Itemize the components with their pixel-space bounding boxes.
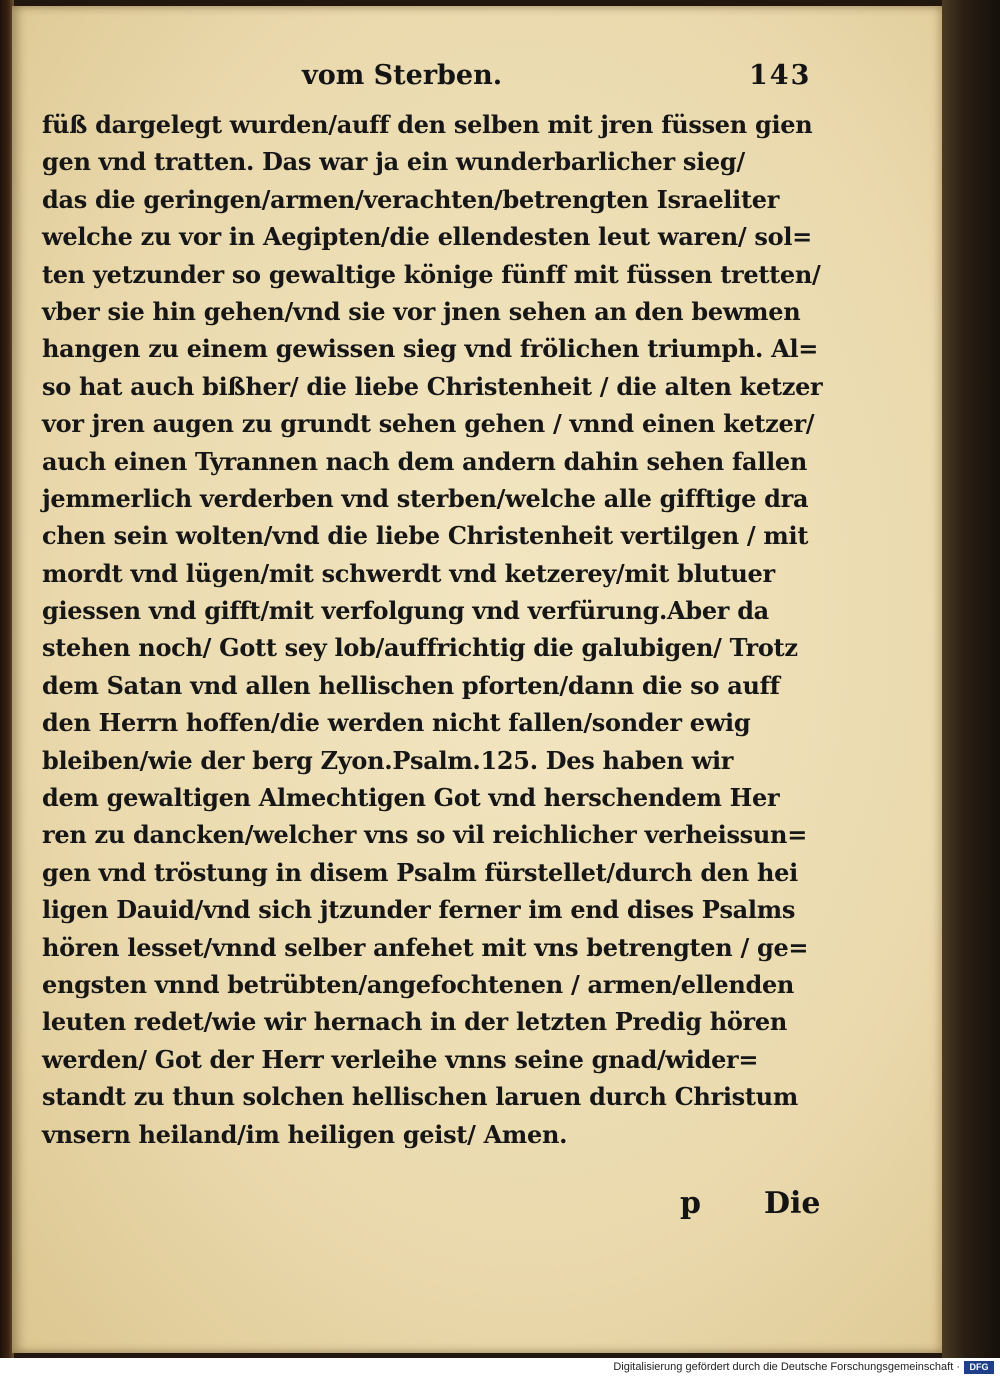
dfg-logo: DFG (964, 1361, 994, 1374)
text-line: ten yetzunder so gewaltige könige fünff mit füssen tretten/ (42, 259, 821, 289)
text-line: den Herrn hoffen/die werden nicht fallen/sonder ewig (42, 708, 751, 738)
page-fore-edge (942, 0, 1000, 1358)
text-line: dem gewaltigen Almechtigen Got vnd herschendem Her (42, 783, 780, 813)
text-line: jemmerlich verderben vnd sterben/welche alle gifftige dra (42, 483, 809, 513)
text-line: vnsern heiland/im heiligen geist/ Amen. (42, 1119, 568, 1149)
running-head: vom Sterben. (302, 60, 503, 91)
text-line: füß dargelegt wurden/auff den selben mit jren füssen gien (42, 110, 813, 139)
text-line: welche zu vor in Aegipten/die ellendesten leut waren/ sol= (42, 222, 812, 252)
text-line: bleiben/wie der berg Zyon.Psalm.125. Des haben wir (42, 745, 734, 775)
text-line: gen vnd tratten. Das war ja ein wunderbarlicher sieg/ (42, 147, 745, 177)
digitization-footer (0, 1358, 1000, 1378)
text-line: vber sie hin gehen/vnd sie vor jnen sehen an den bewmen (42, 296, 801, 326)
signature-mark: p (680, 1186, 701, 1221)
text-line: dem Satan vnd allen hellischen pforten/dann die so auff (42, 670, 780, 700)
page-number: 143 (749, 60, 812, 91)
body-text (42, 106, 828, 1153)
text-line: stehen noch/ Gott sey lob/auffrichtig die galubigen/ Trotz (42, 633, 798, 663)
text-line: werden/ Got der Herr verleihe vnns seine gnad/wider= (42, 1044, 759, 1074)
text-line: das die geringen/armen/verachten/betrengten Israeliter (42, 184, 780, 214)
catchword: Die (764, 1186, 821, 1221)
text-line: leuten redet/wie wir hernach in der letzten Predig hören (42, 1007, 788, 1037)
text-line: standt zu thun solchen hellischen laruen durch Christum (42, 1082, 798, 1112)
text-line: hangen zu einem gewissen sieg vnd frölichen triumph. Al= (42, 334, 819, 364)
text-line: engsten vnnd betrübten/angefochtenen / armen/ellenden (42, 969, 795, 999)
text-line: chen sein wolten/vnd die liebe Christenheit vertilgen / mit (42, 521, 809, 551)
text-line: giessen vnd gifft/mit verfolgung vnd verfürung.Aber da (42, 596, 769, 626)
text-line: so hat auch bißher/ die liebe Christenheit / die alten ketzer (42, 371, 823, 401)
text-line: ren zu dancken/welcher vns so vil reichlicher verheissun= (42, 820, 807, 850)
text-line: auch einen Tyrannen nach dem andern dahin sehen fallen (42, 446, 808, 476)
funding-credit: Digitalisierung gefördert durch die Deutsche Forschungsgemeinschaft · (613, 1361, 960, 1373)
text-line: vor jren augen zu grundt sehen gehen / vnnd einen ketzer/ (42, 409, 815, 439)
text-line: ligen Dauid/vnd sich jtzunder ferner im end dises Psalms (42, 895, 796, 925)
text-line: hören lesset/vnnd selber anfehet mit vns betrengten / ge= (42, 932, 809, 962)
page-sheet (12, 6, 942, 1353)
text-line: mordt vnd lügen/mit schwerdt vnd ketzerey/mit blutuer (42, 558, 775, 588)
text-line: gen vnd tröstung in disem Psalm fürstellet/durch den hei (42, 857, 798, 887)
